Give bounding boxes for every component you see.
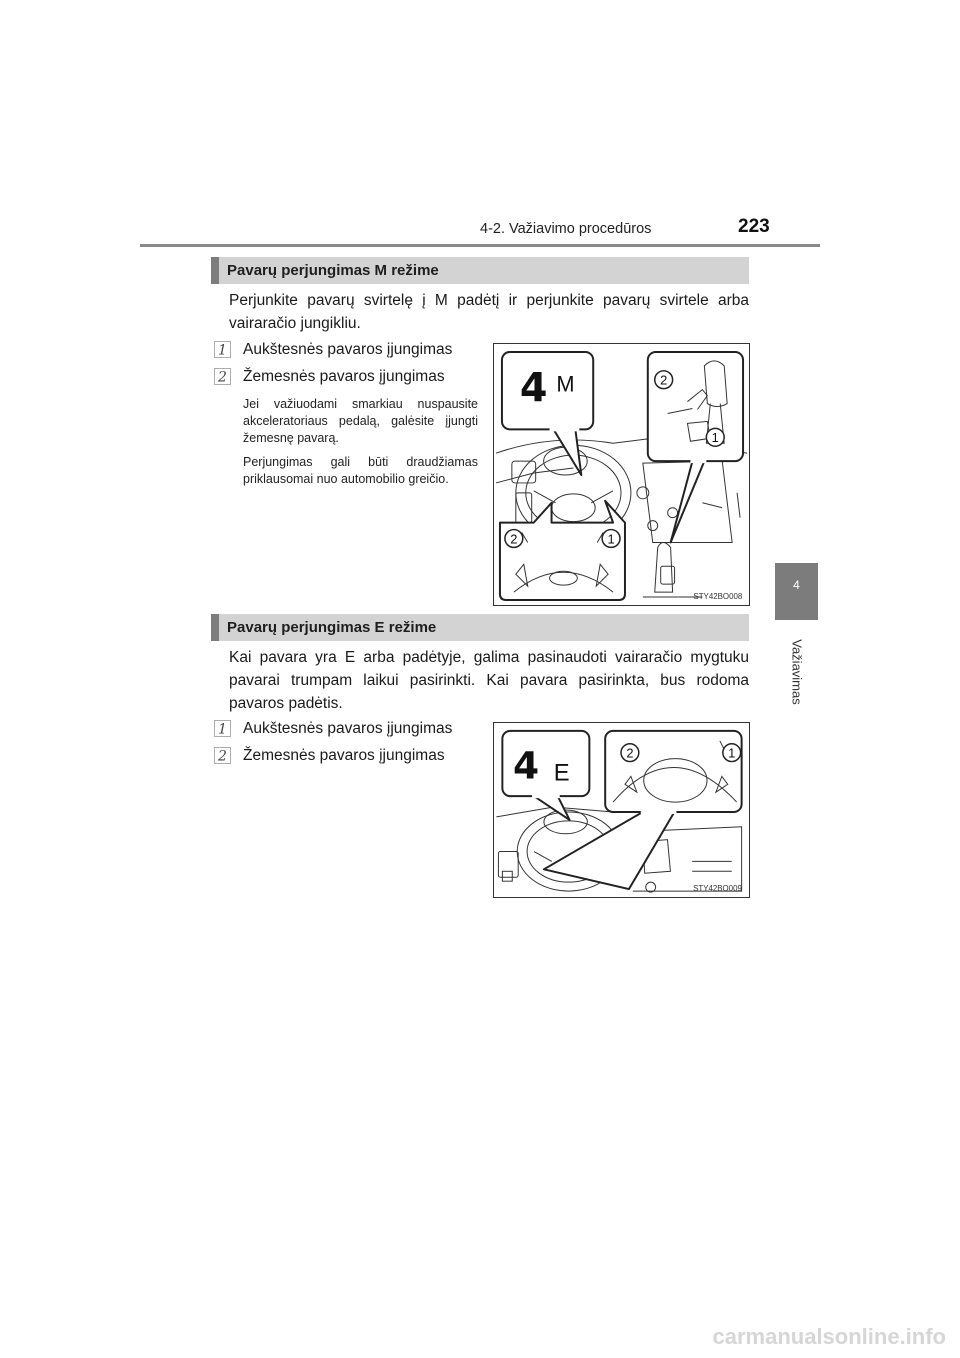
chapter-label bbox=[780, 632, 814, 712]
section-e-item-1: Aukštesnės pavaros įjungimas bbox=[243, 720, 453, 737]
section-m-item-1: Aukštesnės pavaros įjungimas bbox=[243, 341, 453, 358]
section-m-note-1: Jei važiuodami smarkiau nuspausite akceleratoriaus pedalą, galėsite įjungti žemesnę pavarą. bbox=[243, 397, 478, 445]
section-e-item-2: Žemesnės pavaros įjungimas bbox=[243, 747, 445, 764]
svg-text:4: 4 bbox=[513, 743, 540, 788]
svg-text:1: 1 bbox=[728, 745, 736, 761]
callout-2-icon bbox=[214, 368, 231, 385]
callout-1-icon bbox=[214, 720, 231, 737]
svg-text:4: 4 bbox=[519, 365, 548, 412]
svg-text:1: 1 bbox=[607, 531, 615, 547]
watermark bbox=[0, 1324, 960, 1358]
chapter-tab bbox=[775, 563, 818, 620]
header-rule bbox=[140, 244, 820, 247]
section-e-intro: Kai pavara yra E arba padėtyje, galima pasinaudoti vairaračio mygtuku pavarai trumpam laikui pasirinkti. Kai pavara pasirinkta, bus rodoma pavaros padėtis. bbox=[229, 649, 749, 712]
page-number: 223 bbox=[738, 216, 770, 237]
chapter-label-text: Važiavimas bbox=[789, 639, 805, 705]
svg-text:STY42BO009: STY42BO009 bbox=[693, 884, 742, 894]
chapter-number: 4 bbox=[793, 578, 800, 592]
svg-text:M: M bbox=[556, 371, 575, 397]
section-m-heading: Pavarų perjungimas M režime bbox=[211, 257, 749, 284]
svg-text:1: 1 bbox=[218, 721, 227, 737]
svg-text:E: E bbox=[553, 760, 570, 787]
figure-m-mode bbox=[493, 343, 750, 606]
svg-text:2: 2 bbox=[626, 745, 634, 761]
watermark-text: carmanualsonline.info bbox=[712, 1324, 946, 1349]
section-e-heading: Pavarų perjungimas E režime bbox=[211, 614, 749, 641]
callout-2-icon bbox=[214, 747, 231, 764]
svg-text:2: 2 bbox=[660, 372, 668, 388]
svg-text:2: 2 bbox=[510, 531, 518, 547]
svg-text:1: 1 bbox=[218, 342, 227, 358]
section-m-intro: Perjunkite pavarų svirtelę į M padėtį ir perjunkite pavarų svirtele arba vairaračio jungikliu. bbox=[229, 292, 749, 332]
svg-text:2: 2 bbox=[218, 369, 227, 385]
svg-text:STY42BO008: STY42BO008 bbox=[693, 592, 743, 602]
header-section-title: 4-2. Važiavimo procedūros bbox=[480, 221, 652, 237]
section-m-item-2: Žemesnės pavaros įjungimas bbox=[243, 368, 445, 385]
section-m-note-2: Perjungimas gali būti draudžiamas priklausomai nuo automobilio greičio. bbox=[243, 455, 478, 486]
svg-text:2: 2 bbox=[218, 748, 227, 764]
figure-e-mode bbox=[493, 722, 750, 898]
callout-1-icon bbox=[214, 341, 231, 358]
svg-text:1: 1 bbox=[711, 430, 719, 446]
